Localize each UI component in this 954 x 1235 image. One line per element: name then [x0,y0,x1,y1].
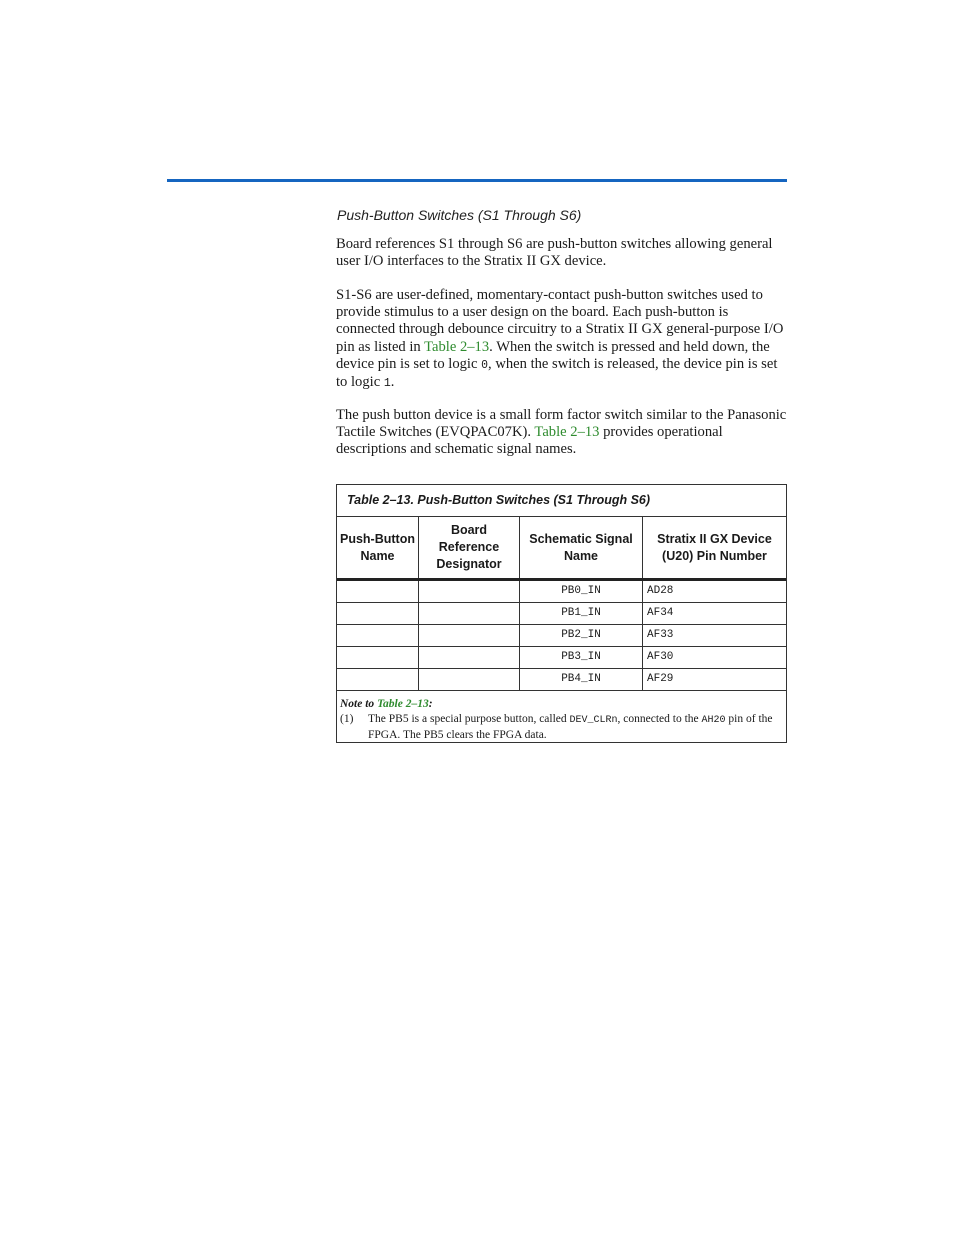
note-text: The PB5 is a special purpose button, called DEV_CLRn, connected to the AH20 pin of the FPGA. The PB5 clears the FPGA data. [368,713,773,741]
pin-number-cell: AF30 [647,651,674,663]
board-reference-cell [419,603,520,624]
pin-number-cell: AF29 [647,673,674,685]
pin-number-cell: AD28 [647,585,674,597]
table-row [337,581,786,603]
table-link[interactable]: Table 2–13 [534,424,600,441]
header-push-button-name: Push-Button Name [337,517,419,578]
push-button-name-cell [337,603,419,624]
note-number: (1) [340,713,354,725]
push-button-name-cell [337,669,419,690]
note-code-dev-clrn: DEV_CLRn [569,715,618,726]
push-button-name-cell [337,647,419,668]
push-button-table [336,484,787,743]
header-rule [167,179,787,182]
note-code-ah20: AH20 [701,715,726,726]
table-header-row [337,517,786,581]
description-paragraph: S1-S6 are user-defined, momentary-contact push-button switches used to provide stimulus to a user design on the board. Each push-button is connected through debounce circuitry to a Stratix II GX general-purpose I/O pin as listed in Table 2–13. When the switch is pressed and held down, the device pin is set to logic 0, when the switch is released, the device pin is set to logic 1. [336,287,784,391]
logic-one: 1 [383,377,391,391]
header-board-reference: Board Reference Designator [419,517,520,578]
signal-name-cell: PB1_IN [520,603,643,624]
note-item [340,712,782,743]
board-reference-cell [419,625,520,646]
note-title: Note to Table 2–13: [340,698,433,710]
signal-name-cell: PB2_IN [520,625,643,646]
table-row [337,669,786,691]
table-link[interactable]: Table 2–13 [424,338,490,355]
signal-name-cell: PB4_IN [520,669,643,690]
header-signal-name: Schematic Signal Name [520,517,643,578]
board-reference-cell [419,669,520,690]
table-title: Table 2–13. Push-Button Switches (S1 Through S6) [337,485,786,517]
pin-number-cell: AF33 [647,629,674,641]
note-table-link[interactable]: Table 2–13 [377,698,429,710]
table-row [337,647,786,669]
signal-name-cell: PB0_IN [520,581,643,602]
logic-zero: 0 [481,358,489,372]
table-row [337,603,786,625]
table-note [337,691,786,743]
signal-name-cell: PB3_IN [520,647,643,668]
pin-number-cell: AF34 [647,607,674,619]
header-pin-number: Stratix II GX Device (U20) Pin Number [657,531,772,563]
push-button-name-cell [337,625,419,646]
board-reference-cell [419,647,520,668]
section-heading: Push-Button Switches (S1 Through S6) [337,207,582,223]
board-reference-cell [419,581,520,602]
intro-paragraph: Board references S1 through S6 are push-button switches allowing general user I/O interfaces to the Stratix II GX device. [336,236,773,270]
table-row [337,625,786,647]
push-button-name-cell [337,581,419,602]
device-paragraph: The push button device is a small form factor switch similar to the Panasonic Tactile Switches (EVQPAC07K). Table 2–13 provides operational descriptions and schematic signal names. [336,407,787,458]
